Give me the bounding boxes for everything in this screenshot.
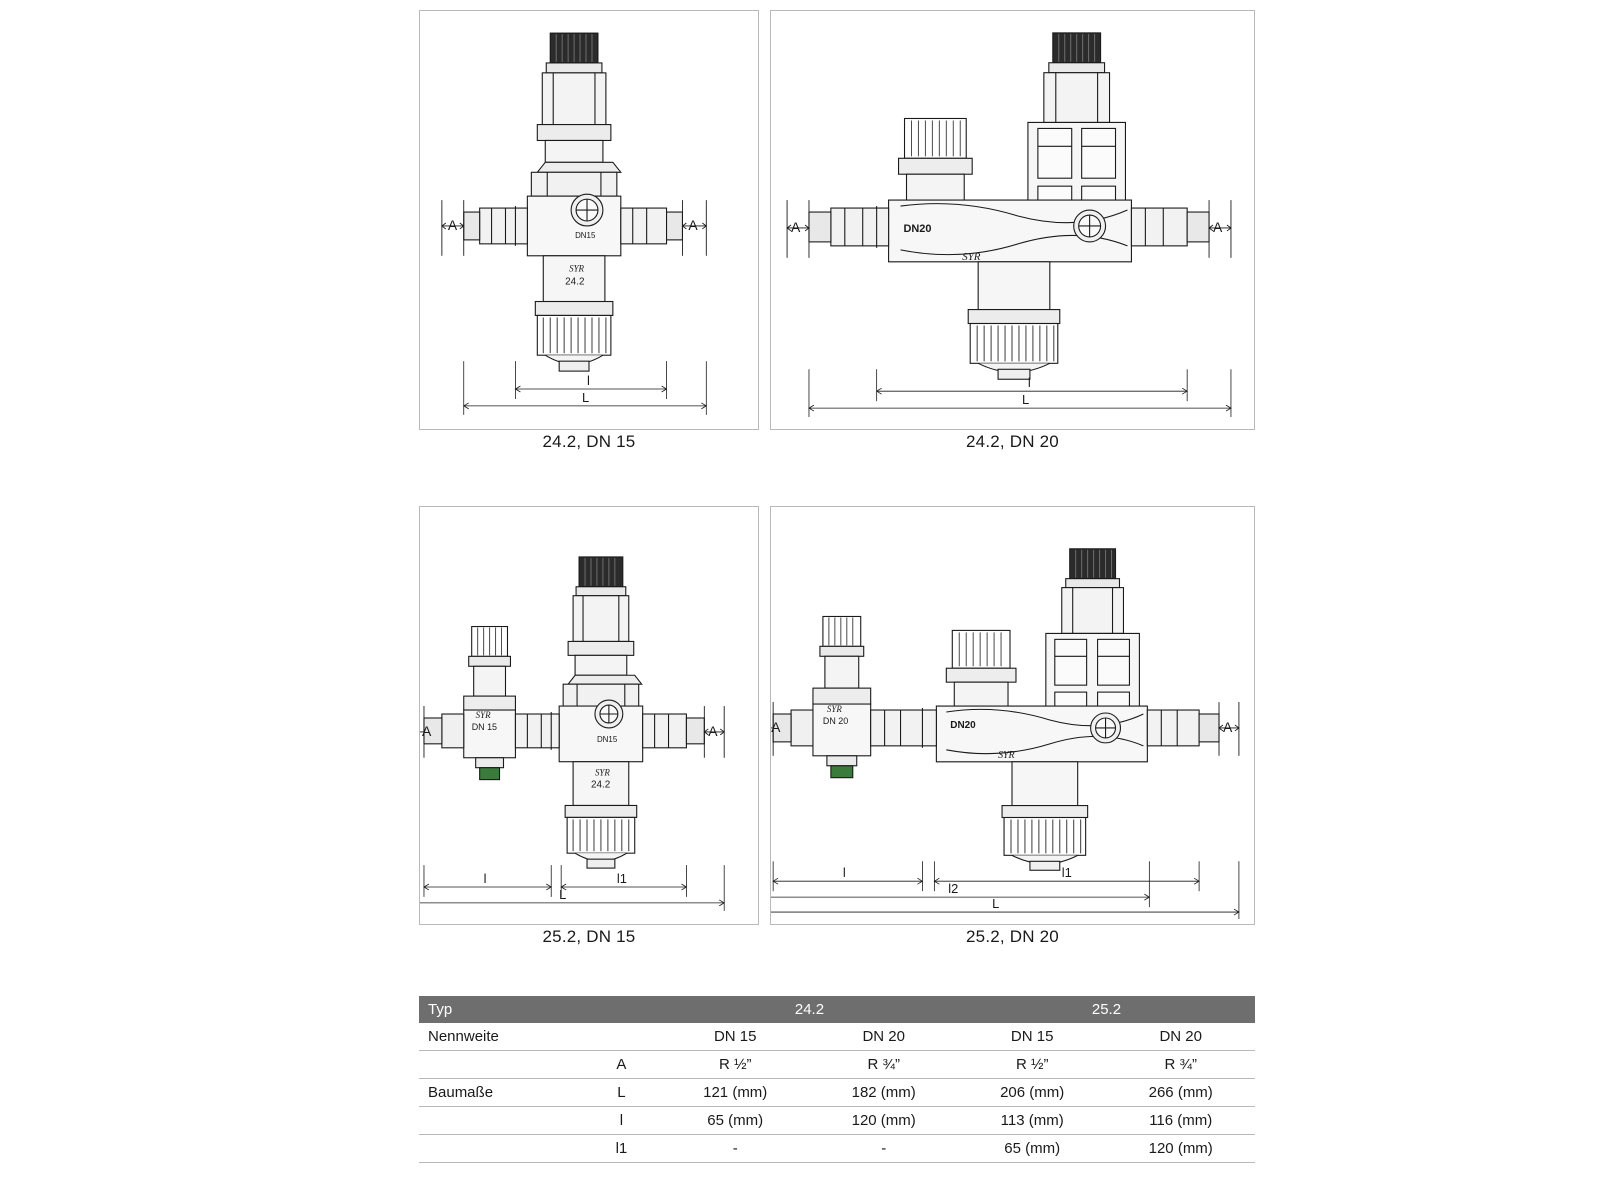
dimensions-table: [419, 996, 1255, 1163]
cell-l-24-2-dn15: 65 (mm): [661, 1107, 809, 1135]
cell-a-25-2-dn20: R ¾”: [1106, 1051, 1255, 1079]
cell-nennweite-24-2-dn20: DN 20: [809, 1023, 957, 1051]
label-port-a-right: A: [688, 216, 698, 233]
row-label-empty-l: [419, 1107, 582, 1135]
cell-a-24-2-dn15: R ½”: [661, 1051, 809, 1079]
cell-l1-25-2-dn20: 120 (mm): [1106, 1135, 1255, 1163]
dim-label-L: L: [582, 389, 590, 405]
label-port-a-right: A: [1213, 218, 1223, 235]
label-port-a-left: A: [791, 218, 801, 235]
cell-nennweite-25-2-dn20: DN 20: [1106, 1023, 1255, 1051]
dim-label-l2: l2: [948, 881, 959, 897]
label-dn-marking: DN20: [950, 719, 976, 731]
label-filter-dn: DN 15: [471, 721, 498, 732]
table-row: [419, 1079, 1255, 1107]
row-dim-L: L: [582, 1079, 661, 1107]
dim-label-l1: l1: [616, 871, 627, 887]
row-dim-l: l: [582, 1107, 661, 1135]
row-label-nennweite: Nennweite: [419, 1023, 582, 1051]
label-dn-marking: DN15: [575, 230, 596, 240]
label-port-a-left: A: [447, 216, 458, 233]
cell-a-25-2-dn15: R ½”: [958, 1051, 1106, 1079]
drawing-24-2-dn15: [420, 11, 758, 429]
header-group-24-2: 24.2: [661, 996, 958, 1023]
table-row: [419, 1051, 1255, 1079]
cell-l-24-2-dn20: 120 (mm): [809, 1107, 957, 1135]
row-dim-nennweite: [582, 1023, 661, 1051]
label-port-a-right: A: [708, 722, 718, 739]
cell-nennweite-24-2-dn15: DN 15: [661, 1023, 809, 1051]
label-filter-dn: DN 20: [822, 715, 849, 726]
label-port-a-left: A: [771, 718, 781, 735]
figure-caption-24-2-dn15: 24.2, DN 15: [542, 432, 636, 451]
dim-label-l1: l1: [1061, 865, 1072, 881]
label-brand: SYR: [962, 250, 981, 263]
dim-label-l: l: [842, 865, 846, 881]
label-filter-brand: SYR: [826, 704, 842, 715]
cell-nennweite-25-2-dn15: DN 15: [958, 1023, 1106, 1051]
cell-l-25-2-dn20: 116 (mm): [1106, 1107, 1255, 1135]
header-spacer: [582, 996, 661, 1023]
label-port-a-left: A: [421, 722, 432, 739]
dim-label-L: L: [1021, 392, 1030, 408]
cell-L-24-2-dn20: 182 (mm): [809, 1079, 957, 1107]
table-header: [419, 996, 1255, 1023]
label-dn-marking: DN20: [903, 222, 932, 235]
table-row: [419, 1135, 1255, 1163]
label-dn-marking: DN15: [596, 734, 618, 744]
header-group-25-2: 25.2: [958, 996, 1255, 1023]
label-valve-brand: SYR: [998, 749, 1015, 761]
drawing-24-2-dn20: [771, 11, 1254, 429]
cell-l1-24-2-dn15: -: [661, 1135, 809, 1163]
figure-25-2-dn15: [419, 506, 759, 925]
dim-label-l-lower: l: [587, 373, 590, 389]
cell-l1-24-2-dn20: -: [809, 1135, 957, 1163]
figure-caption-24-2-dn20: 24.2, DN 20: [966, 432, 1059, 451]
cell-l1-25-2-dn15: 65 (mm): [958, 1135, 1106, 1163]
dim-label-l-lower: l: [1027, 375, 1031, 391]
figure-24-2-dn15: [419, 10, 759, 430]
cell-L-24-2-dn15: 121 (mm): [661, 1079, 809, 1107]
row-label-a: [419, 1051, 582, 1079]
label-valve-brand: SYR: [594, 767, 610, 778]
row-label-empty-l1: [419, 1135, 582, 1163]
label-port-a-right: A: [1222, 718, 1233, 735]
figure-caption-25-2-dn15: 25.2, DN 15: [542, 927, 636, 946]
header-type: Typ: [419, 996, 582, 1023]
dim-label-l: l: [483, 871, 487, 887]
cell-L-25-2-dn20: 266 (mm): [1106, 1079, 1255, 1107]
label-type: 24.2: [565, 276, 585, 288]
label-valve-type: 24.2: [590, 779, 611, 791]
figure-25-2-dn20: [770, 506, 1255, 925]
cell-l-25-2-dn15: 113 (mm): [958, 1107, 1106, 1135]
label-brand: SYR: [569, 263, 585, 274]
table-row: [419, 1107, 1255, 1135]
figure-caption-25-2-dn20: 25.2, DN 20: [966, 927, 1059, 946]
drawing-25-2-dn20: [771, 507, 1254, 924]
figure-24-2-dn20: [770, 10, 1255, 430]
row-dim-a: A: [582, 1051, 661, 1079]
cell-a-24-2-dn20: R ¾”: [809, 1051, 957, 1079]
table-body: [419, 1023, 1255, 1163]
row-label-baumasse: Baumaße: [419, 1079, 582, 1107]
table-header-row: [419, 996, 1255, 1023]
drawing-25-2-dn15: [420, 507, 758, 924]
table-row: [419, 1023, 1255, 1051]
label-filter-brand: SYR: [475, 709, 491, 720]
row-dim-l1: l1: [582, 1135, 661, 1163]
cell-L-25-2-dn15: 206 (mm): [958, 1079, 1106, 1107]
dim-label-L: L: [559, 886, 567, 902]
dim-label-L: L: [992, 896, 1000, 912]
